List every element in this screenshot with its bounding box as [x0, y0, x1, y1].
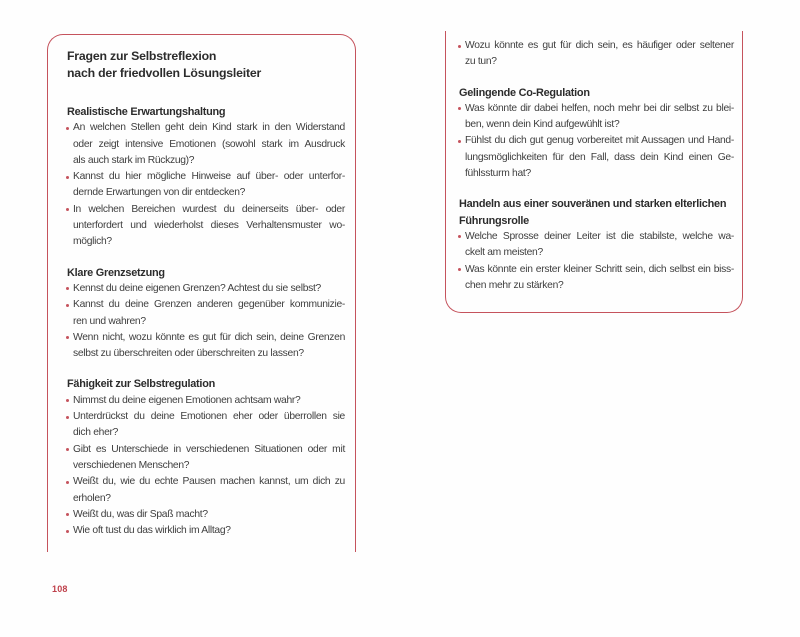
bullet-dot-icon [66, 513, 69, 516]
question-item [465, 38, 734, 71]
question-line: In welchen Bereichen wurdest du deinerseits über- oder [73, 203, 345, 215]
bullet-dot-icon [66, 481, 69, 484]
question-list [66, 120, 345, 250]
question-line: verschiedenen Menschen? [73, 459, 190, 471]
bullet-dot-icon [66, 336, 69, 339]
question-line: ren und wahren? [73, 315, 146, 327]
question-line: Fühlst du dich gut genug vorbereitet mit Aussagen und Hand- [465, 135, 734, 147]
bullet-dot-icon [66, 304, 69, 307]
question-section [66, 104, 345, 251]
question-item [73, 281, 345, 297]
question-list [66, 393, 345, 540]
section-heading: Realistische Erwartungshaltung [67, 106, 226, 118]
question-line: ckelt am meisten? [465, 247, 543, 259]
question-item [73, 393, 345, 409]
question-line: Weißt du, was dir Spaß macht? [73, 508, 208, 520]
bullet-dot-icon [458, 235, 461, 238]
bullet-dot-icon [66, 416, 69, 419]
question-line: selbst zu überschreiten oder überschreiten zu lassen? [73, 348, 304, 360]
section-heading: Fähigkeit zur Selbstregulation [67, 378, 216, 391]
bullet-dot-icon [66, 287, 69, 290]
question-item [465, 101, 734, 134]
question-line: dernde Erwartungen von dir entdecken? [73, 187, 246, 199]
question-item [73, 507, 345, 523]
question-line: ben, wenn dein Kind aufgewühlt ist? [465, 119, 620, 131]
question-list [458, 101, 734, 182]
left-question-box [47, 34, 356, 552]
question-section [458, 85, 734, 183]
question-line: Nimmst du deine eigenen Emotionen achtsam wahr? [73, 394, 301, 406]
bullet-dot-icon [66, 530, 69, 533]
question-line: Was könnte ein erster kleiner Schritt sein, dich selbst ein biss- [465, 263, 734, 275]
left-box-content [48, 35, 355, 539]
question-line: möglich? [73, 236, 112, 248]
question-line: lungsmöglichkeiten für den Fall, dass dein Kind einen Ge- [465, 151, 734, 163]
question-line: Kannst du deine Grenzen anderen gegenüber kommunizie- [73, 299, 345, 311]
question-item [465, 229, 734, 262]
question-list [458, 229, 734, 294]
box-title-line: Fragen zur Selbstreflexion [67, 49, 217, 63]
question-line: Gibt es Unterschiede in verschiedenen Situationen oder mit [73, 443, 345, 455]
question-line: Wozu könnte es gut für dich sein, es häufiger oder seltener [465, 40, 734, 51]
question-line: fühlssturm hat? [465, 168, 531, 180]
question-section [66, 376, 345, 539]
question-line: als auch stark im Rückzug)? [73, 154, 195, 166]
question-item [73, 330, 345, 363]
question-line: Weißt du, wie du echte Pausen machen kannst, um dich zu [73, 476, 345, 488]
question-line: unterfordert und wiederholst dieses Verhaltensmuster wo- [73, 220, 345, 232]
page-number: 108 [52, 584, 68, 594]
question-line: erholen? [73, 492, 111, 504]
question-line: Wenn nicht, wozu könnte es gut für dich sein, deine Grenzen [73, 331, 345, 343]
bullet-dot-icon [66, 208, 69, 211]
bullet-dot-icon [66, 127, 69, 130]
bullet-dot-icon [66, 176, 69, 179]
question-item [73, 297, 345, 330]
question-line: Wie oft tust du das wirklich im Alltag? [73, 525, 231, 537]
question-line: Kennst du deine eigenen Grenzen? Achtest du sie selbst? [73, 282, 321, 294]
right-box-content [446, 31, 742, 294]
bullet-dot-icon [458, 107, 461, 110]
question-line: Welche Sprosse deiner Leiter ist die stabilste, welche wa- [465, 230, 734, 242]
section-heading: Gelingende Co-Regulation [459, 86, 590, 99]
question-line: Unterdrückst du deine Emotionen eher oder überrollen sie [73, 411, 345, 423]
bullet-dot-icon [458, 140, 461, 143]
question-line: An welchen Stellen geht dein Kind stark in den Widerstand [73, 122, 345, 134]
question-list [458, 38, 734, 71]
question-item [465, 133, 734, 182]
question-section [66, 265, 345, 363]
question-list [66, 281, 345, 362]
question-line: Kannst du hier mögliche Hinweise auf über- oder unterfor- [73, 171, 345, 183]
section-heading: Klare Grenzsetzung [67, 266, 165, 279]
box-title [67, 48, 345, 82]
question-item [73, 442, 345, 475]
question-item [73, 474, 345, 507]
question-line: dich eher? [73, 427, 119, 439]
question-item [73, 169, 345, 202]
box-title-line: nach der friedvollen Lösungsleiter [67, 66, 262, 80]
question-item [73, 120, 345, 169]
question-section [458, 196, 734, 294]
question-line: zu tun? [465, 56, 497, 68]
question-item [465, 262, 734, 295]
bullet-dot-icon [66, 448, 69, 451]
question-item [73, 202, 345, 251]
question-line: chen mehr zu stärken? [465, 279, 564, 291]
question-item [73, 409, 345, 442]
question-line: oder zeigt intensive Emotionen (sowohl stark im Ausdruck [73, 138, 345, 150]
bullet-dot-icon [66, 399, 69, 402]
section-heading: Führungsrolle [459, 214, 529, 227]
section-heading: Handeln aus einer souveränen und starken elterlichen [459, 198, 727, 211]
bullet-dot-icon [458, 45, 461, 48]
question-item [73, 523, 345, 539]
question-section [458, 38, 734, 71]
question-line: Was könnte dir dabei helfen, noch mehr bei dir selbst zu blei- [465, 102, 734, 114]
right-question-box [445, 31, 743, 313]
bullet-dot-icon [458, 268, 461, 271]
